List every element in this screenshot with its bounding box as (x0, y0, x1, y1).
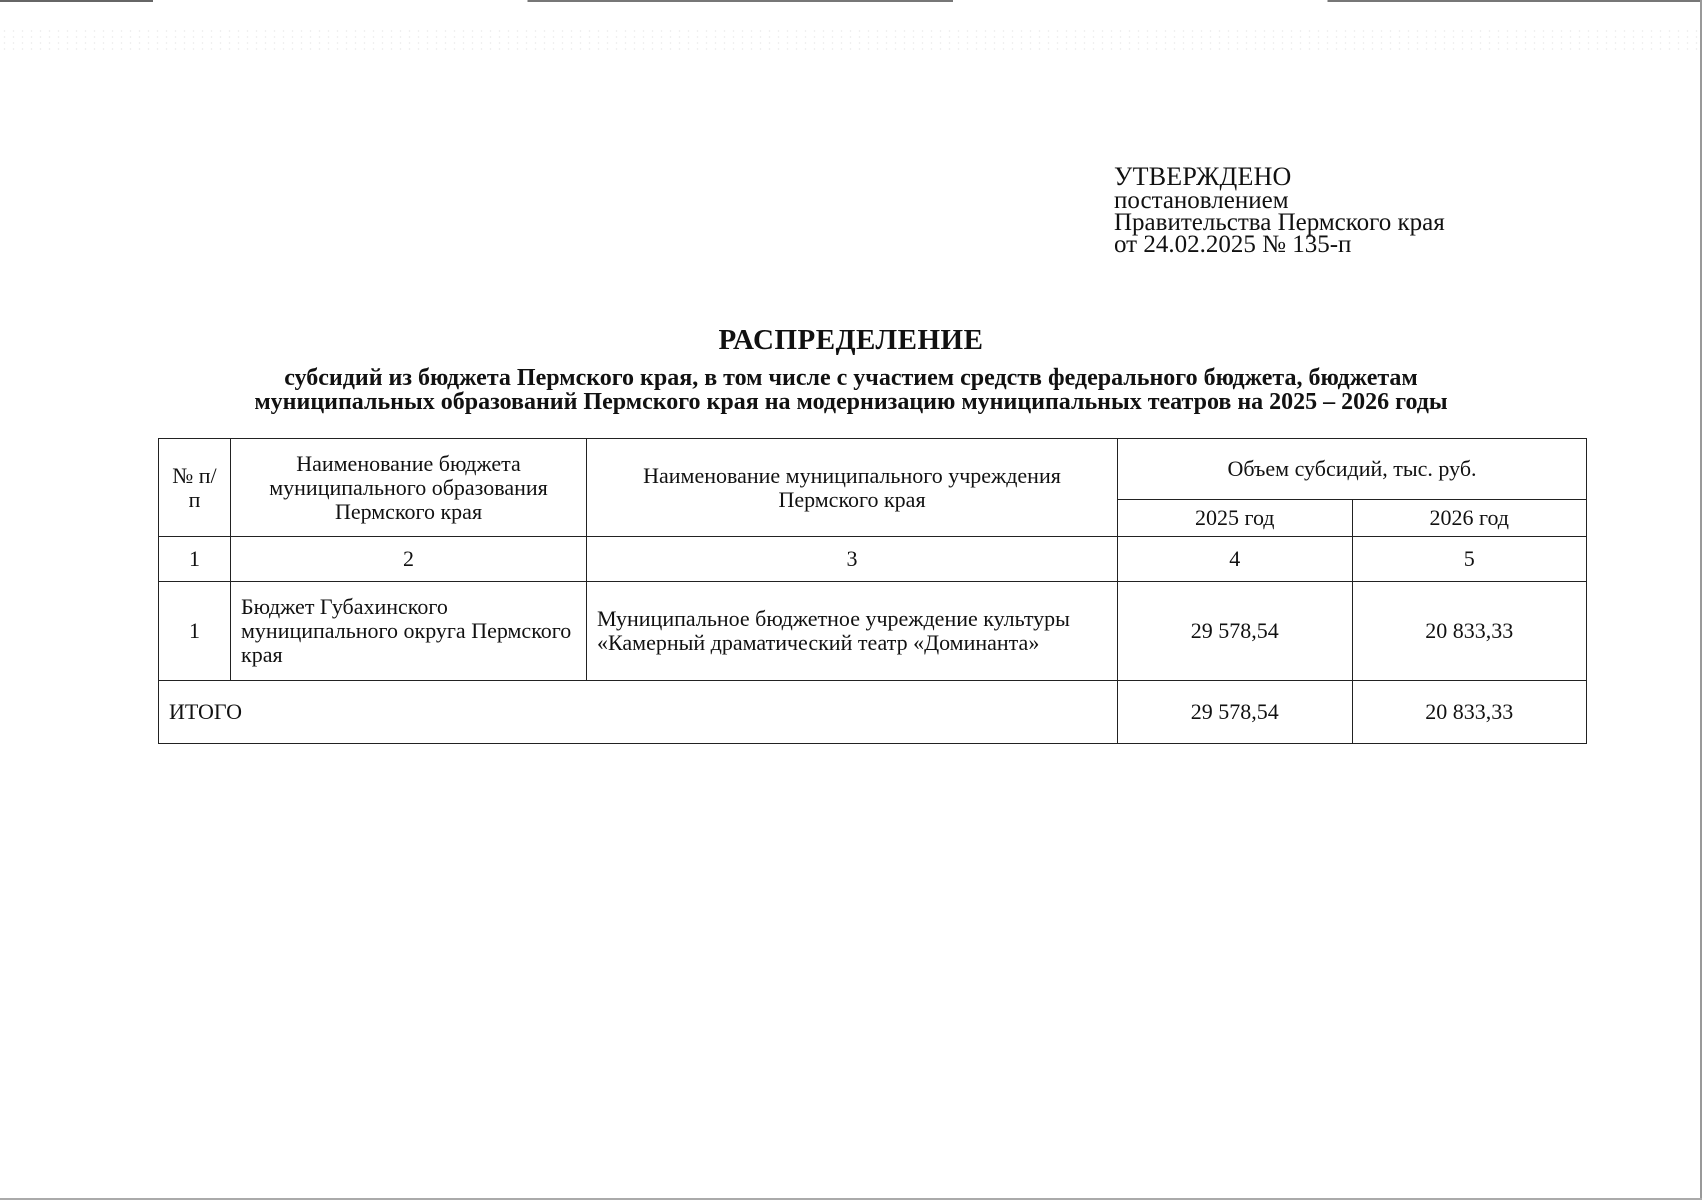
header-year-2025: 2025 год (1118, 500, 1353, 537)
subsidy-table (158, 438, 1587, 744)
subtitle-line: муниципальных образований Пермского края на модернизацию муниципальных театров на 2025 – 2026 годы (254, 389, 1448, 415)
document-subtitle (0, 366, 1702, 414)
row-num: 1 (159, 582, 231, 681)
column-number: 5 (1352, 537, 1587, 582)
total-amount-2025: 29 578,54 (1118, 681, 1353, 744)
header-volume: Объем субсидий, тыс. руб. (1118, 439, 1587, 500)
header-institution: Наименование муниципального учреждения Пермского края (587, 439, 1118, 537)
row-amount-2026: 20 833,33 (1352, 582, 1587, 681)
scan-edge-top (0, 0, 1702, 2)
approval-line: Правительства Пермского края (1114, 209, 1445, 236)
column-number-row (159, 537, 1587, 582)
row-budget: Бюджет Губахинского муниципального округа Пермского края (231, 582, 587, 681)
header-num: № п/п (159, 439, 231, 537)
total-row (159, 681, 1587, 744)
approval-date-line: от 24.02.2025 № 135-п (1114, 231, 1352, 258)
column-number: 2 (231, 537, 587, 582)
table-row (159, 582, 1587, 681)
approval-title: УТВЕРЖДЕНО (1114, 162, 1292, 191)
total-label: ИТОГО (159, 681, 1118, 744)
scan-noise (0, 28, 1702, 52)
approval-line: постановлением (1114, 187, 1289, 214)
row-institution: Муниципальное бюджетное учреждение культуры «Камерный драматический театр «Доминанта» (587, 582, 1118, 681)
row-amount-2025: 29 578,54 (1118, 582, 1353, 681)
column-number: 4 (1118, 537, 1353, 582)
document-title: РАСПРЕДЕЛЕНИЕ (718, 324, 984, 356)
column-number: 3 (587, 537, 1118, 582)
approval-block (1114, 164, 1445, 256)
subtitle-line: субсидий из бюджета Пермского края, в том числе с участием средств федерального бюджета, бюджетам (284, 365, 1418, 391)
header-year-2026: 2026 год (1352, 500, 1587, 537)
header-budget: Наименование бюджета муниципального образования Пермского края (231, 439, 587, 537)
total-amount-2026: 20 833,33 (1352, 681, 1587, 744)
column-number: 1 (159, 537, 231, 582)
